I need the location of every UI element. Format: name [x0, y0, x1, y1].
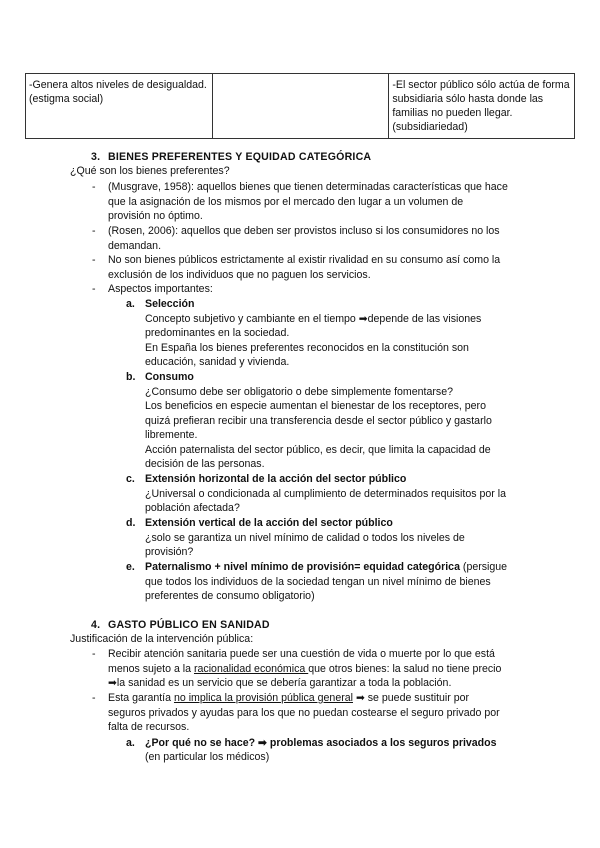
aspect-text: libremente. — [145, 429, 198, 441]
bullet-text: (Musgrave, 1958): aquellos bienes que tienen determinadas características que hace — [108, 181, 508, 193]
aspect-b-label: b. — [126, 371, 136, 383]
bullet-text: No son bienes públicos estrictamente al existir rivalidad en su consumo así como la — [108, 254, 501, 266]
table-row — [26, 74, 575, 139]
aspect-d-title: Extensión vertical de la acción del sector público — [145, 517, 393, 529]
aspect-e-label: e. — [126, 561, 135, 573]
aspect-text: que todos los individuos de la sociedad tengan un nivel mínimo de bienes — [145, 576, 491, 588]
bullet-text: ➡la sanidad es un servicio que se debería garantizar a toda la población. — [108, 677, 452, 689]
bullet-text: Recibir atención sanitaria puede ser una cuestión de vida o muerte por lo que está — [108, 648, 495, 660]
bullet-dash: - — [92, 648, 96, 660]
aspect-c-title: Extensión horizontal de la acción del sector público — [145, 473, 407, 485]
section-3-number: 3. — [91, 151, 101, 163]
aspect-b-title: Consumo — [145, 371, 194, 383]
bullet-dash: - — [92, 283, 96, 295]
bullet-text — [108, 692, 469, 705]
aspect-text: predominantes en la sociedad. — [145, 327, 290, 339]
bullet-text: exclusión de los individuos que no paguen los servicios. — [108, 269, 371, 281]
bullet-text: (Rosen, 2006): aquellos que deben ser provistos incluso si los consumidores no los — [108, 225, 500, 237]
bullet-text: demandan. — [108, 240, 162, 252]
bullet-dash: - — [92, 692, 96, 704]
table-cell-right: -El sector público sólo actúa de forma subsidiaria sólo hasta donde las familias no pueden llegar. (subsidiariedad) — [389, 74, 575, 139]
aspect-text: decisión de las personas. — [145, 458, 265, 470]
section-4-a-text: (en particular los médicos) — [145, 751, 270, 763]
aspect-text: Acción paternalista del sector público, es decir, que limita la capacidad de — [145, 444, 491, 456]
aspect-text: quizá prefieran recibir una transferencia desde el sector público y gastarlo — [145, 415, 492, 427]
text-span: ➡ se puede sustituir por — [353, 692, 470, 704]
aspect-a-title: Selección — [145, 298, 195, 310]
bullet-text: provisión no óptimo. — [108, 210, 203, 222]
section-4-intro: Justificación de la intervención pública: — [70, 633, 254, 645]
bullet-text: falta de recursos. — [108, 721, 190, 733]
section-4-a-label: a. — [126, 737, 135, 749]
section-4-number: 4. — [91, 619, 101, 631]
aspect-d-label: d. — [126, 517, 136, 529]
text-span: Esta garantía — [108, 692, 174, 704]
aspect-text: población afectada? — [145, 502, 240, 514]
bullet-dash: - — [92, 225, 96, 237]
aspect-text: Concepto subjetivo y cambiante en el tiempo ➡depende de las visiones — [145, 313, 482, 325]
bullet-dash: - — [92, 181, 96, 193]
underlined-text: no implica la provisión pública general — [173, 692, 353, 704]
bullet-text: seguros privados y ayudas para los que no puedan costearse el seguro privado por — [108, 707, 500, 719]
table-cell-left: -Genera altos niveles de desigualdad.(estigma social) — [26, 74, 213, 139]
bullet-dash: - — [92, 254, 96, 266]
section-3-title: BIENES PREFERENTES Y EQUIDAD CATEGÓRICA — [108, 151, 372, 163]
aspect-text: ¿Universal o condicionada al cumplimiento de determinados requisitos por la — [145, 488, 506, 500]
bullet-text: Aspectos importantes: — [108, 283, 213, 295]
section-3-question: ¿Qué son los bienes preferentes? — [70, 165, 230, 177]
aspect-e-title: Paternalismo + nivel mínimo de provisión= equidad categórica — [145, 561, 460, 573]
section-4-a-title: ¿Por qué no se hace? ➡ problemas asociados a los seguros privados — [145, 737, 497, 749]
aspect-text: provisión? — [145, 546, 194, 558]
aspect-text: educación, sanidad y vivienda. — [145, 356, 290, 368]
comparison-table — [25, 73, 575, 139]
underlined-text: racionalidad económica — [193, 663, 309, 675]
aspect-text: Los beneficios en especie aumentan el bienestar de los receptores, pero — [145, 400, 486, 412]
aspect-text: ¿Consumo debe ser obligatorio o debe simplemente fomentarse? — [145, 386, 453, 398]
bullet-text — [108, 663, 501, 676]
aspect-text: En España los bienes preferentes reconocidos en la constitución son — [145, 342, 469, 354]
aspect-text: preferentes de consumo obligatorio) — [145, 590, 315, 602]
text-span: menos sujeto a la — [108, 663, 194, 675]
aspect-e-heading — [145, 561, 507, 574]
table-cell-middle — [213, 74, 389, 139]
aspect-c-label: c. — [126, 473, 135, 485]
aspect-e-rest: (persigue — [459, 561, 508, 573]
aspect-text: ¿solo se garantiza un nivel mínimo de calidad o todos los niveles de — [145, 532, 465, 544]
aspect-a-label: a. — [126, 298, 135, 310]
bullet-text: que la asignación de los mismos por el mercado den lugar a un volumen de — [108, 196, 464, 208]
text-span: que otros bienes: la salud no tiene precio — [308, 663, 502, 675]
section-4-title: GASTO PÚBLICO EN SANIDAD — [108, 619, 270, 631]
